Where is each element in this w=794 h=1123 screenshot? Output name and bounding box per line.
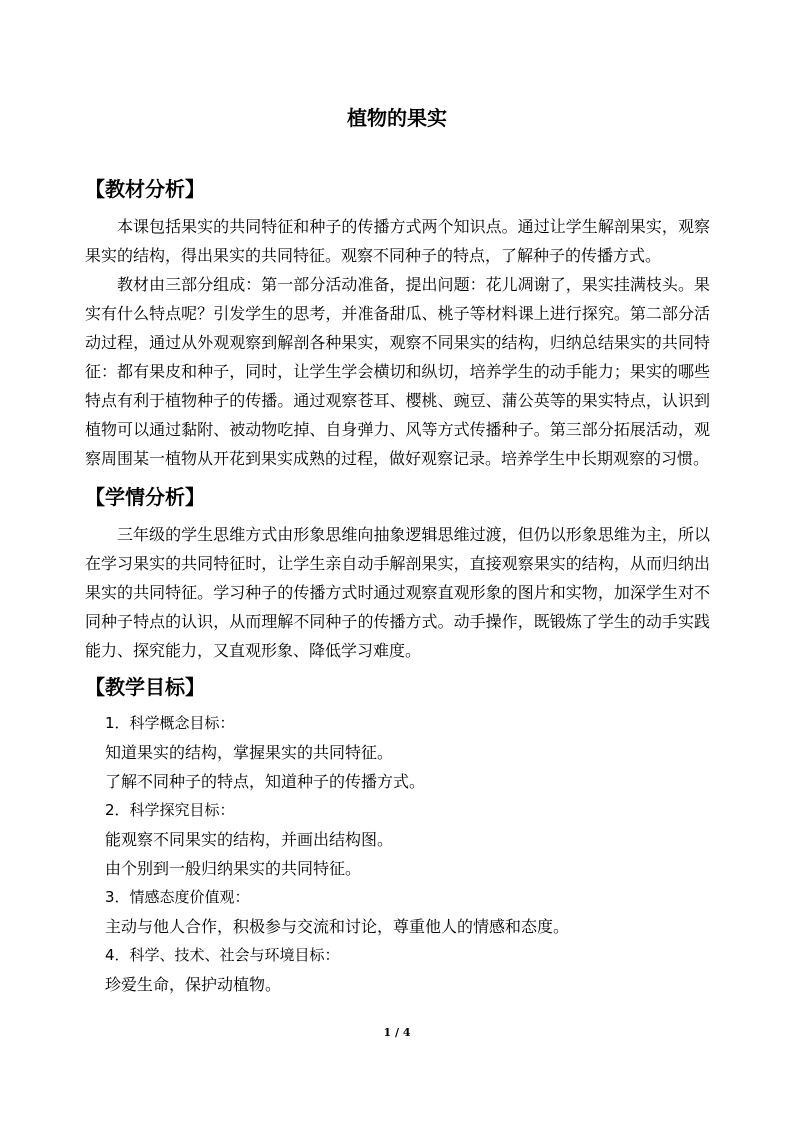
objective-category: 3．情感态度价值观： [105, 888, 250, 906]
section-heading-student-analysis: 【学情分析】 [85, 485, 205, 509]
objective-category: 4．科学、技术、社会与环境目标： [105, 946, 340, 964]
objective-item: 了解不同种子的特点，知道种子的传播方式。 [105, 772, 426, 791]
section-heading-teaching-objectives: 【教学目标】 [85, 675, 205, 699]
document-title: 植物的果实 [347, 106, 447, 130]
objective-item: 由个别到一般归纳果实的共同特征。 [105, 859, 362, 878]
paragraph: 教材由三部分组成：第一部分活动准备，提出问题：花儿凋谢了，果实挂满枝头。果实有什么特点呢？引发学生的思考，并准备甜瓜、桃子等材料课上进行探究。第二部分活动过程，通过从外观观察到解剖各种果实，观察不同果实的结构，归纳总结果实的共同特征：都有果皮和种子，同时，让学生学会横切和纵切，培养学生的动手能力；果实的哪些特点有利于植物种子的传播。通过观察苍耳、樱桃、豌豆、蒲公英等的果实特点，认识到植物可以通过黏附、被动物吃掉、自身弹力、风等方式传播种子。第三部分拓展活动，观察周围某一植物从开花到果实成熟的过程，做好观察记录。培养学生中长期观察的习惯。 [85, 275, 710, 468]
objective-item: 知道果实的结构，掌握果实的共同特征。 [105, 743, 394, 762]
objective-item: 珍爱生命，保护动植物。 [105, 975, 282, 994]
page-number: 1 / 4 [383, 1026, 411, 1039]
paragraph: 本课包括果实的共同特征和种子的传播方式两个知识点。通过让学生解剖果实，观察果实的结构，得出果实的共同特征。观察不同种子的特点，了解种子的传播方式。 [85, 217, 710, 265]
paragraph: 三年级的学生思维方式由形象思维向抽象逻辑思维过渡，但仍以形象思维为主，所以在学习果实的共同特征时，让学生亲自动手解剖果实，直接观察果实的结构，从而归纳出果实的共同特征。学习种子的传播方式时通过观察直观形象的图片和实物，加深学生对不同种子特点的认识，从而理解不同种子的传播方式。动手操作，既锻炼了学生的动手实践能力、探究能力，又直观形象、降低学习难度。 [85, 525, 710, 660]
objective-category: 2．科学探究目标： [105, 801, 235, 819]
section-heading-textbook-analysis: 【教材分析】 [85, 177, 205, 201]
objective-category: 1．科学概念目标： [105, 714, 235, 732]
objective-item: 能观察不同果实的结构，并画出结构图。 [105, 830, 394, 849]
objective-item: 主动与他人合作，积极参与交流和讨论，尊重他人的情感和态度。 [105, 917, 570, 936]
